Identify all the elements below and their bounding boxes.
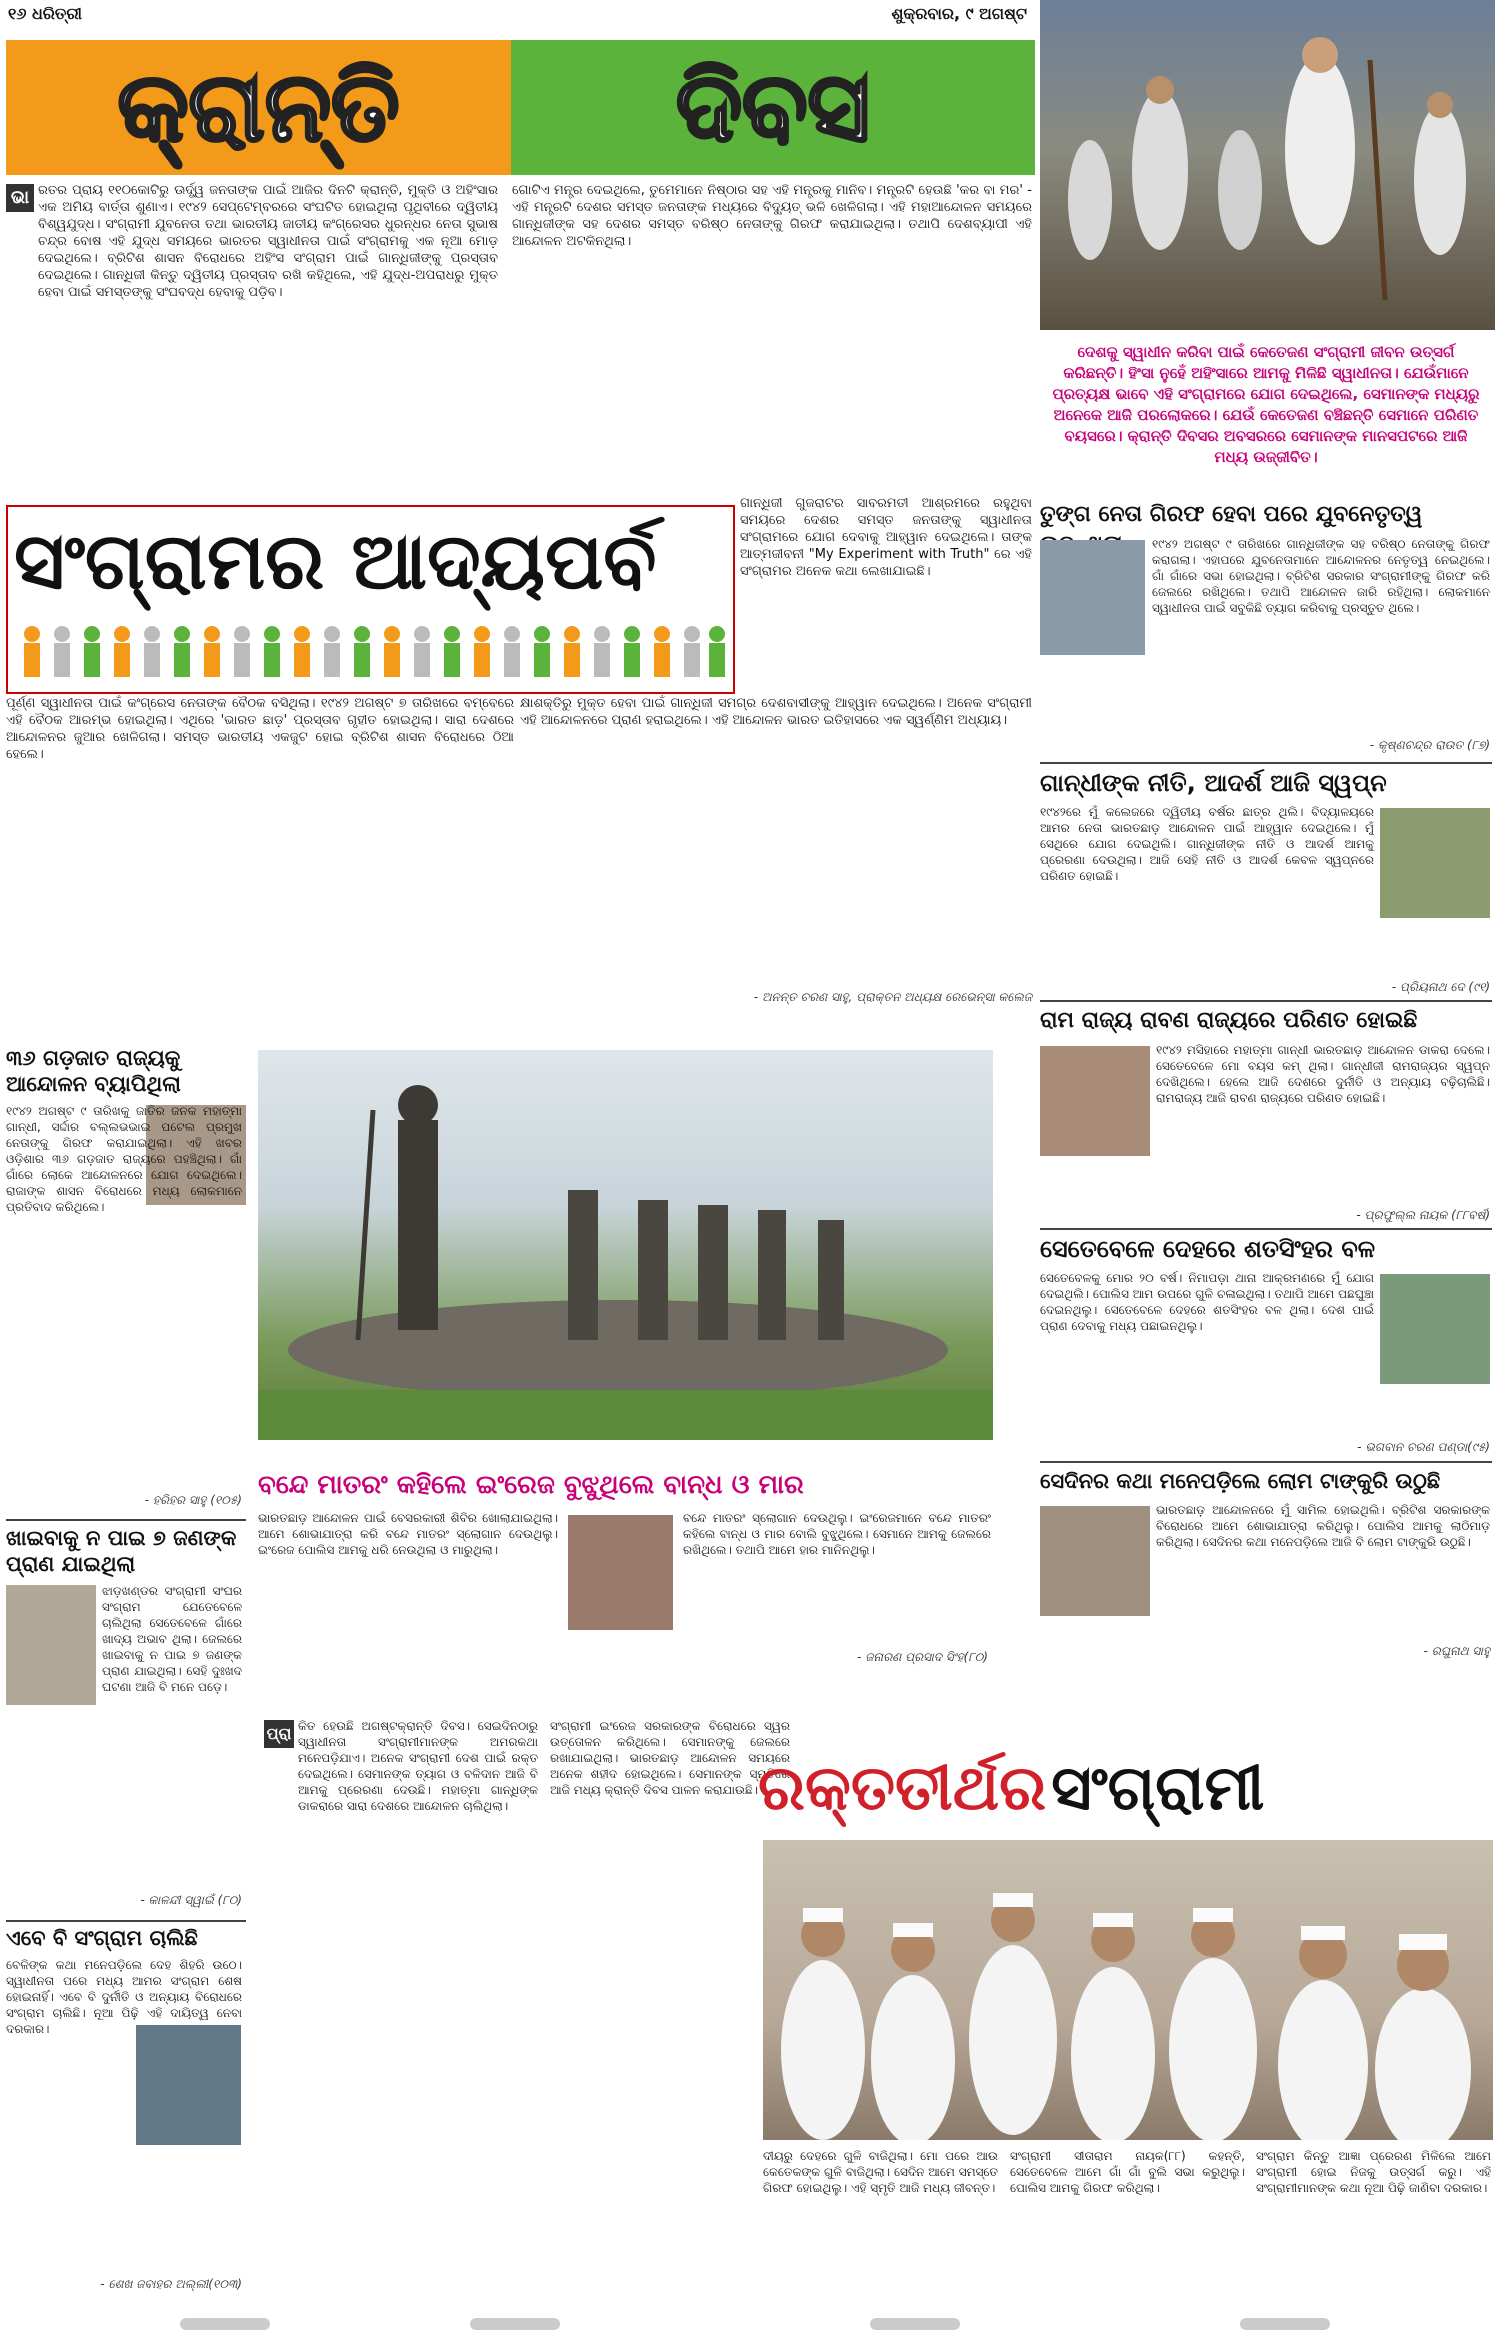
- gandhi-march-illustration: [1040, 0, 1495, 330]
- divider: [1040, 1000, 1492, 1002]
- footer-bar: [870, 2318, 960, 2330]
- divider: [6, 1519, 246, 1521]
- bottom-section: [258, 1718, 1495, 2308]
- bottom-photo-col-3: ସଂଗ୍ରାମ କିନ୍ତୁ ଆଜ୍ଞା ପ୍ରେରଣ ମିଳିଲେ ଆମେ ସଂଗ୍ରାମୀ ହୋଇ ନିଜକୁ ଉତ୍ସର୍ଗ କରୁ। ଏହି ସଂଗ୍ରାମୀମାନଙ୍କ କଥା ନୂଆ ପିଢ଼ି ଜାଣିବା ଦରକାର।: [1256, 2149, 1491, 2195]
- right-story-3-credit: - ପ୍ରଫୁଲ୍ଲ ନାୟକ (୮୮ବର୍ଷ): [1356, 1208, 1490, 1222]
- right-story-1-body: ୧୯୪୨ ଅଗଷ୍ଟ ୯ ତାରିଖରେ ଗାନ୍ଧିଜୀଙ୍କ ସହ ବରିଷ୍ଠ ନେତାଙ୍କୁ ଗିରଫ କରାଗଲା। ଏହାପରେ ଯୁବନେତାମାନେ ଆନ୍ଦୋଳନର ନେତୃତ୍ୱ ନେଇଥିଲେ। ଗାଁ ଗାଁରେ ସଭା ହୋଇଥିଲା। ବ୍ରିଟିଶ ସରକାର ସଂଗ୍ରାମୀଙ୍କୁ ଗିରଫ କରି ଜେଲରେ ରଖିଥିଲେ। ତଥାପି ଆନ୍ଦୋଳନ ଜାରି ରହିଥିଲା। ଲୋକମାନେ ସ୍ୱାଧୀନତା ପାଇଁ ସବୁକିଛି ତ୍ୟାଗ କରିବାକୁ ପ୍ରସ୍ତୁତ ଥିଲେ।: [1152, 537, 1490, 615]
- right-story-4: [1040, 1234, 1492, 1459]
- feature-credit: - ଅନନ୍ତ ଚରଣ ସାହୁ, ପ୍ରାକ୍ତନ ଅଧ୍ୟକ୍ଷ ରେଭେନ୍ସା କଲେଜ: [753, 990, 1032, 1004]
- feature-col-1: ପୂର୍ଣ୍ଣ ସ୍ୱାଧୀନତା ପାଇଁ କଂଗ୍ରେସ ନେତାଙ୍କ ବୈଠକ ବସିଥିଲା। ୧୯୪୨ ଅଗଷ୍ଟ ୭ ତାରିଖରେ ବମ୍ବେରେ ଏହି ବୈଠକ ଆରମ୍ଭ ହୋଇଥିଲା। ଏଥିରେ 'ଭାରତ ଛାଡ଼' ପ୍ରସ୍ତାବ ଗୃହୀତ ହୋଇଥିଲା। ସାରା ଦେଶରେ ଆନ୍ଦୋଳନର ଜୁଆର ଖେଳିଗଲା। ସମସ୍ତ ଭାରତୀୟ ଏକଜୁଟ ହୋଇ ବ୍ରିଟିଶ ଶାସନ ବିରୋଧରେ ଠିଆ ହେଲେ।: [6, 696, 514, 762]
- quote-text: ଦେଶକୁ ସ୍ୱାଧୀନ କରିବା ପାଇଁ କେତେଜଣ ସଂଗ୍ରାମୀ ଜୀବନ ଉତ୍ସର୍ଗ କରିଛନ୍ତି। ହିଂସା ନୁହେଁ ଅହିଂସାରେ ଆମକୁ ମିଳିଛି ସ୍ୱାଧୀନତା। ଯେଉଁମାନେ ପ୍ରତ୍ୟକ୍ଷ ଭାବେ ଏହି ସଂଗ୍ରାମରେ ଯୋଗ ଦେଇଥିଲେ, ସେମାନଙ୍କ ମଧ୍ୟରୁ ଅନେକେ ଆଜି ପରଲୋକରେ। ଯେଉଁ କେତେଜଣ ବଞ୍ଚିଛନ୍ତି ସେମାନେ ପରିଣତ ବୟସରେ। କ୍ରାନ୍ତି ଦିବସର ଅବସରରେ ସେମାନଙ୍କ ମାନସପଟରେ ଆଜି ମଧ୍ୟ ଉଜ୍ଜୀବିତ।: [1052, 343, 1480, 466]
- divider: [6, 1920, 246, 1922]
- left-story-3-credit: - ଶେଖ ଜବାହର ଅଲ୍ଲୀ(୧୦୩): [100, 2277, 242, 2291]
- left-stories: [6, 1045, 246, 2310]
- left-story-3-body: ବେଳିଙ୍କ କଥା ମନେପଡ଼ିଲେ ଦେହ ଶିହରି ଉଠେ। ସ୍ୱାଧୀନତା ପରେ ମଧ୍ୟ ଆମର ସଂଗ୍ରାମ ଶେଷ ହୋଇନାହିଁ। ଏବେ ବି ଦୁର୍ନୀତି ଓ ଅନ୍ୟାୟ ବିରୋଧରେ ସଂଗ୍ରାମ ଚାଲିଛି। ନୂଆ ପିଢ଼ି ଏହି ଦାୟିତ୍ୱ ନେବା ଦରକାର।: [6, 1958, 242, 2036]
- right-story-2-body: ୧୯୪୨ରେ ମୁଁ କଲେଜରେ ଦ୍ୱିତୀୟ ବର୍ଷର ଛାତ୍ର ଥିଲି। ବିଦ୍ୟାଳୟରେ ଆମର ନେତା ଭାରତଛାଡ଼ ଆନ୍ଦୋଳନ ପାଇଁ ଆହ୍ୱାନ ଦେଇଥିଲେ। ମୁଁ ସେଥିରେ ଯୋଗ ଦେଇଥିଲି। ଗାନ୍ଧିଜୀଙ୍କ ନୀତି ଓ ଆଦର୍ଶ ଆମକୁ ପ୍ରେରଣା ଦେଉଥିଲା। ଆଜି ସେହି ନୀତି ଓ ଆଦର୍ଶ କେବଳ ସ୍ୱପ୍ନରେ ପରିଣତ ହୋଇଛି।: [1040, 805, 1374, 883]
- left-story-1-title: ୩୬ ଗଡ଼ଜାତ ରାଜ୍ୟକୁ ଆନ୍ଦୋଳନ ବ୍ୟାପିଥିଲା: [6, 1046, 181, 1096]
- right-story-5-photo: [1040, 1506, 1150, 1616]
- divider: [1040, 762, 1492, 764]
- bottom-title-part1: ରକ୍ତତୀର୍ଥର: [758, 1751, 1047, 1824]
- right-story-3: [1040, 1006, 1492, 1226]
- feature-col-top: ଗାନ୍ଧିଜୀ ଗୁଜରାଟର ସାବରମତୀ ଆଶ୍ରମରେ ରହୁଥିବା ସମୟରେ ଦେଶର ସମସ୍ତ ଜନତାଙ୍କୁ ସ୍ୱାଧୀନତା ସଂଗ୍ରାମରେ ଯୋଗ ଦେବାକୁ ଆହ୍ୱାନ ଦେଇଥିଲେ। ତାଙ୍କ ଆତ୍ମଜୀବନୀ "My Experiment with Truth" ରେ ଏହି ସଂଗ୍ରାମର ଅନେକ କଥା ଲେଖାଯାଇଛି।: [740, 496, 1032, 579]
- right-story-3-title: ରାମ ରାଜ୍ୟ ରାବଣ ରାଜ୍ୟରେ ପରିଣତ ହୋଇଛି: [1040, 1008, 1418, 1033]
- divider: [1040, 1228, 1492, 1230]
- divider: [1040, 1461, 1492, 1463]
- title-banner-right: [511, 40, 1035, 175]
- intro-article: [6, 182, 1034, 492]
- left-story-1-body: ୧୯୪୨ ଅଗଷ୍ଟ ୯ ତାରିଖକୁ ଜାତିର ଜନକ ମହାତ୍ମା ଗାନ୍ଧୀ, ସର୍ଦ୍ଦାର ବଲ୍ଲଭଭାଇ ପଟେଲ ପ୍ରମୁଖ ନେତାଙ୍କୁ ଗିରଫ କରାଯାଇଥିଲା। ଏହି ଖବର ଓଡ଼ିଶାର ୩୬ ଗଡ଼ଜାତ ରାଜ୍ୟରେ ପହଞ୍ଚିଥିଲା। ଗାଁ ଗାଁରେ ଲୋକେ ଆନ୍ଦୋଳନରେ ଯୋଗ ଦେଇଥିଲେ। ରାଜାଙ୍କ ଶାସନ ବିରୋଧରେ ମଧ୍ୟ ଲୋକମାନେ ପ୍ରତିବାଦ କରିଥିଲେ।: [6, 1104, 242, 1214]
- page-number: ୧୬ ଧରିତ୍ରୀ: [8, 4, 82, 23]
- left-story-2-body: ଝାଡ଼ଖଣ୍ଡର ସଂଗ୍ରାମୀ ସଂଘର ସଂଗ୍ରାମ ଯେତେବେଳେ ଚାଲିଥିଲା ସେତେବେଳେ ଗାଁରେ ଖାଦ୍ୟ ଅଭାବ ଥିଲା। ଜେଲରେ ଖାଇବାକୁ ନ ପାଇ ୭ ଜଣଙ୍କ ପ୍ରାଣ ଯାଇଥିଲା। ସେହି ଦୁଃଖଦ ଘଟଣା ଆଜି ବି ମନେ ପଡ଼େ।: [102, 1584, 242, 1694]
- feature-title: ସଂଗ୍ରାମର ଆଦ୍ୟପର୍ବ: [14, 517, 657, 607]
- left-story-2-credit: - କାଳନ୍ଦୀ ସ୍ୱାଇଁ (୮୦): [140, 1893, 242, 1907]
- left-story-3: [6, 1925, 246, 2305]
- footer-bar: [180, 2318, 270, 2330]
- right-story-2-photo: [1380, 808, 1490, 918]
- right-story-5-title: ସେଦିନର କଥା ମନେପଡ଼ିଲେ ଲୋମ ଟାଙ୍କୁରି ଉଠୁଛି: [1040, 1469, 1441, 1493]
- intro-col-2: ଗୋଟିଏ ମନ୍ତ୍ର ଦେଇଥିଲେ, ତୁମେମାନେ ନିଷ୍ଠାର ସହ ଏହି ମନ୍ତ୍ରକୁ ମାନିବ। ମନ୍ତ୍ରଟି ହେଉଛି 'କର ବା ମର' - ଏହି ମନ୍ତ୍ରଟି ଦେଶର ସମସ୍ତ ଜନତାଙ୍କ ମଧ୍ୟରେ ବିଦ୍ୟୁତ୍ ଭଳି ଖେଳିଗଲା। ଏହି ମହାଆନ୍ଦୋଳନ ସମୟରେ ଗାନ୍ଧିଜୀଙ୍କ ସହ ଦେଶର ସମସ୍ତ ବରିଷ୍ଠ ନେତାଙ୍କୁ ଗିରଫ କରାଯାଇଥିଲା। ତଥାପି ଦେଶବ୍ୟାପୀ ଏହି ଆନ୍ଦୋଳନ ଅଟକିନଥିଲା।: [512, 183, 1032, 249]
- center-story: [258, 1470, 993, 1670]
- quote-box: [1040, 338, 1492, 488]
- right-story-2-credit: - ପ୍ରିୟନାଥ ଦେ (୯୧): [1391, 980, 1490, 994]
- footer-bar: [1240, 2318, 1330, 2330]
- right-story-2-title: ଗାନ୍ଧୀଙ୍କ ନୀତି, ଆଦର୍ଶ ଆଜି ସ୍ୱପ୍ନ: [1040, 769, 1387, 797]
- right-story-4-credit: - ଭଗବାନ ଚରଣ ପଣ୍ଡା(୯୫): [1357, 1440, 1490, 1454]
- right-story-4-photo: [1380, 1274, 1490, 1384]
- right-story-1: [1040, 500, 1492, 760]
- center-story-credit: - ଜନାରଣ ପ୍ରସାଦ ସିଂହ(୮୦): [857, 1650, 988, 1664]
- freedom-fighters-group-photo: [763, 1840, 1493, 2140]
- center-story-title: ବନ୍ଦେ ମାତରଂ କହିଲେ ଇଂରେଜ ବୁଝୁଥିଲେ ବାନ୍ଧ ଓ ମାର: [258, 1470, 804, 1500]
- right-story-4-body: ସେତେବେଳକୁ ମୋର ୨୦ ବର୍ଷ। ନିମାପଡ଼ା ଥାନା ଆକ୍ରମଣରେ ମୁଁ ଯୋଗ ଦେଇଥିଲି। ପୋଲିସ ଆମ ଉପରେ ଗୁଳି ଚଳାଇଥିଲା। ତଥାପି ଆମେ ପଛଘୁଞ୍ଚା ଦେଇନଥିଲୁ। ସେତେବେଳେ ଦେହରେ ଶତସିଂହର ବଳ ଥିଲା। ଦେଶ ପାଇଁ ପ୍ରାଣ ଦେବାକୁ ମଧ୍ୟ ପଛାଇନଥିଲୁ।: [1040, 1271, 1374, 1333]
- right-story-1-photo: [1040, 540, 1145, 655]
- statue-illustration: [258, 1050, 993, 1440]
- right-story-3-photo: [1040, 1046, 1150, 1156]
- center-story-photo: [568, 1515, 673, 1630]
- gandhi-march-photo: [1040, 0, 1495, 330]
- right-story-2: [1040, 768, 1492, 998]
- footer-bar: [470, 2318, 560, 2330]
- right-stories: [1040, 500, 1492, 1680]
- bottom-photo-col-1: ଦୀୟରୁ ଦେହରେ ଗୁଳି ବାଜିଥିଲା। ମୋ ପରେ ଆଉ କେତେକଙ୍କ ଗୁଳି ବାଜିଥିଲା। ସେଦିନ ଆମେ ସମସ୍ତେ ଗିରଫ ହୋଇଥିଲୁ। ଏହି ସ୍ମୃତି ଆଜି ମଧ୍ୟ ଜୀବନ୍ତ।: [763, 2149, 998, 2195]
- bottom-title: [758, 1743, 1493, 1833]
- right-story-4-title: ସେତେବେଳେ ଦେହରେ ଶତସିଂହର ବଳ: [1040, 1235, 1376, 1263]
- feature-col-2: କ୍ଷାଶକ୍ତିରୁ ମୁକ୍ତ ହେବା ପାଇଁ ଗାନ୍ଧିଜୀ ସମଗ୍ର ଦେଶବାସୀଙ୍କୁ ଆହ୍ୱାନ ଦେଇଥିଲେ। ଅନେକ ସଂଗ୍ରାମୀ ଏହି ଆନ୍ଦୋଳନରେ ପ୍ରାଣ ହରାଇଥିଲେ। ଏହି ଆନ୍ଦୋଳନ ଭାରତ ଇତିହାସରେ ଏକ ସ୍ୱର୍ଣ୍ଣିମ ଅଧ୍ୟାୟ।: [520, 696, 1032, 728]
- left-story-1: [6, 1045, 246, 1515]
- center-story-col-1: ଭାରତଛାଡ଼ ଆନ୍ଦୋଳନ ପାଇଁ ବେସରକାରୀ ଶିବିର ଖୋଲାଯାଇଥିଲା। ଆମେ ଶୋଭାଯାତ୍ରା କରି ବନ୍ଦେ ମାତରଂ ସ୍ଲୋଗାନ ଦେଉଥିଲୁ। ଇଂରେଜ ପୋଲିସ ଆମକୁ ଧରି ନେଉଥିଲା ଓ ମାରୁଥିଲା।: [258, 1511, 558, 1557]
- intro-dropcap: ଭା: [6, 184, 34, 212]
- right-story-1-title: ତୁଙ୍ଗ ନେତା ଗିରଫ ହେବା ପରେ ଯୁବନେତୃତ୍ୱ: [1040, 502, 1423, 527]
- page-header: [0, 0, 1035, 40]
- left-story-3-title: ଏବେ ବି ସଂଗ୍ରାମ ଚାଲିଛି: [6, 1926, 198, 1950]
- bottom-dropcap: ପ୍ରା: [264, 1720, 294, 1748]
- right-story-5-credit: - ରଘୁନାଥ ସାହୁ: [1423, 1644, 1490, 1658]
- intro-col-1: ରତର ପ୍ରାୟ ୧୧୦କୋଟିରୁ ଊର୍ଦ୍ଧ୍ୱ ଜନତାଙ୍କ ପାଇଁ ଆଜିର ଦିନଟି କ୍ରାନ୍ତି, ମୁକ୍ତି ଓ ଅହିଂସାର ଏକ ଅମିୟ ବାର୍ତ୍ତା ଶୁଣାଏ। ୧୯୪୨ ସେପ୍ଟେମ୍ବରରେ ସଂଘଟିତ ହୋଇଥିଲା ପୃଥିବୀରେ ଦ୍ୱିତୀୟ ବିଶ୍ୱଯୁଦ୍ଧ। ସଂଗ୍ରାମୀ ଯୁବନେତା ତଥା ଭାରତୀୟ ଜାତୀୟ କଂଗ୍ରେସର ଧୁରନ୍ଧର ନେତା ସୁଭାଷ ଚନ୍ଦ୍ର ବୋଷ ଏହି ଯୁଦ୍ଧ ସମୟରେ ଭାରତର ସ୍ୱାଧୀନତା ପାଇଁ ସଂଗ୍ରାମକୁ ଏକ ନୂଆ ମୋଡ଼ ଦେଇଥିଲେ। ବ୍ରିଟିଶ ଶାସନ ବିରୋଧରେ ଅହିଂସ ସଂଗ୍ରାମ ପାଇଁ ଗାନ୍ଧିଜୀଙ୍କୁ ପ୍ରସ୍ତାବ ଦେଇଥିଲେ। ଗାନ୍ଧିଜୀ କିନ୍ତୁ ଦ୍ୱିତୀୟ ପ୍ରସ୍ତାବ ରଖି କହିଥିଲେ, ଏହି ଯୁଦ୍ଧ-ଅପରାଧରୁ ମୁକ୍ତ ହେବା ପାଇଁ ସମସ୍ତଙ୍କୁ ସଂଘବଦ୍ଧ ହେବାକୁ ପଡ଼ିବ।: [38, 183, 498, 300]
- center-story-col-2: ବନ୍ଦେ ମାତରଂ ସ୍ଲୋଗାନ ଦେଉଥିଲୁ। ଇଂରେଜମାନେ ବନ୍ଦେ ମାତରଂ କହିଲେ ବାନ୍ଧ ଓ ମାର ବୋଲି ବୁଝୁଥିଲେ। ସେମାନେ ଆମକୁ ଜେଲରେ ରଖିଥିଲେ। ତଥାପି ଆମେ ହାର ମାନିନଥିଲୁ।: [683, 1511, 991, 1557]
- bottom-col-1: କିତ ହେଉଛି ଅଗଷ୍ଟକ୍ରାନ୍ତି ଦିବସ। ସେଇଦିନଠାରୁ ସ୍ୱାଧୀନତା ସଂଗ୍ରାମୀମାନଙ୍କ ଅମରକଥା ମନେପଡ଼ିଯାଏ। ଅନେକ ସଂଗ୍ରାମୀ ଦେଶ ପାଇଁ ରକ୍ତ ଦେଇଥିଲେ। ସେମାନଙ୍କ ତ୍ୟାଗ ଓ ବଳିଦାନ ଆଜି ବି ଆମକୁ ପ୍ରେରଣା ଦେଉଛି। ମହାତ୍ମା ଗାନ୍ଧିଙ୍କ ଡାକରାରେ ସାରା ଦେଶରେ ଆନ୍ଦୋଳନ ଚାଲିଥିଲା।: [298, 1719, 538, 1813]
- freedom-fighters-strip: [12, 619, 727, 687]
- left-story-2: [6, 1525, 246, 1915]
- feature-title-box: [6, 505, 735, 694]
- left-story-1-credit: - ହରିହର ସାହୁ (୧୦୫): [144, 1493, 242, 1507]
- right-story-5-body: ଭାରତଛାଡ଼ ଆନ୍ଦୋଳନରେ ମୁଁ ସାମିଲ ହୋଇଥିଲି। ବ୍ରିଟିଶ ସରକାରଙ୍କ ବିରୋଧରେ ଆମେ ଶୋଭାଯାତ୍ରା କରିଥିଲୁ। ପୋଲିସ ଆମକୁ ଲାଠିମାଡ଼ କରିଥିଲା। ସେଦିନର କଥା ମନେପଡ଼ିଲେ ଆଜି ବି ଲୋମ ଟାଙ୍କୁରି ଉଠୁଛି।: [1156, 1503, 1490, 1549]
- group-illustration: [763, 1840, 1493, 2140]
- title-kranti: କ୍ରାନ୍ତି: [117, 51, 400, 163]
- bottom-title-part2: ସଂଗ୍ରାମୀ: [1051, 1751, 1265, 1824]
- bottom-photo-col-2: ସଂଗ୍ରାମୀ ସୀତାରାମ ନାୟକ(୮୮) କହନ୍ତି, ସେତେବେଳେ ଆମେ ଗାଁ ଗାଁ ବୁଲି ସଭା କରୁଥିଲୁ। ପୋଲିସ ଆମକୁ ଗିରଫ କରିଥିଲା।: [1010, 2149, 1245, 2195]
- page-date: ଶୁକ୍ରବାର, ୯ ଅଗଷ୍ଟ: [891, 4, 1027, 23]
- bottom-col-2: ସଂଗ୍ରାମୀ ଇଂରେଜ ସରକାରଙ୍କ ବିରୋଧରେ ସ୍ୱର ଉତ୍ତୋଳନ କରିଥିଲେ। ସେମାନଙ୍କୁ ଜେଲରେ ରଖାଯାଇଥିଲା। ଭାରତଛାଡ଼ ଆନ୍ଦୋଳନ ସମୟରେ ଅନେକ ଶହୀଦ ହୋଇଥିଲେ। ସେମାନଙ୍କ ସ୍ମୃତିରେ ଆଜି ମଧ୍ୟ କ୍ରାନ୍ତି ଦିବସ ପାଳନ କରାଯାଉଛି।: [550, 1719, 790, 1797]
- left-story-2-title: ଖାଇବାକୁ ନ ପାଇ ୭ ଜଣଙ୍କ ପ୍ରାଣ ଯାଇଥିଲା: [6, 1526, 237, 1576]
- title-banner-left: [6, 40, 511, 175]
- right-story-1-credit: - କୃଷ୍ଣଚନ୍ଦ୍ର ରାଉତ (୮୭): [1369, 738, 1490, 752]
- left-story-2-photo: [6, 1585, 96, 1705]
- title-dibasa: ଦିବସ: [675, 51, 871, 163]
- dandi-march-statue-photo: [258, 1050, 993, 1440]
- right-story-5: [1040, 1466, 1492, 1666]
- right-story-3-body: ୧୯୪୨ ମସିହାରେ ମହାତ୍ମା ଗାନ୍ଧୀ ଭାରତଛାଡ଼ ଆନ୍ଦୋଳନ ଡାକରା ଦେଲେ। ସେତେବେଳେ ମୋ ବୟସ କମ୍ ଥିଲା। ଗାନ୍ଧୀଜୀ ରାମରାଜ୍ୟର ସ୍ୱପ୍ନ ଦେଖିଥିଲେ। ହେଲେ ଆଜି ଦେଶରେ ଦୁର୍ନୀତି ଓ ଅନ୍ୟାୟ ବଢ଼ିଚାଲିଛି। ରାମରାଜ୍ୟ ଆଜି ରାବଣ ରାଜ୍ୟରେ ପରିଣତ ହୋଇଛି।: [1156, 1043, 1490, 1105]
